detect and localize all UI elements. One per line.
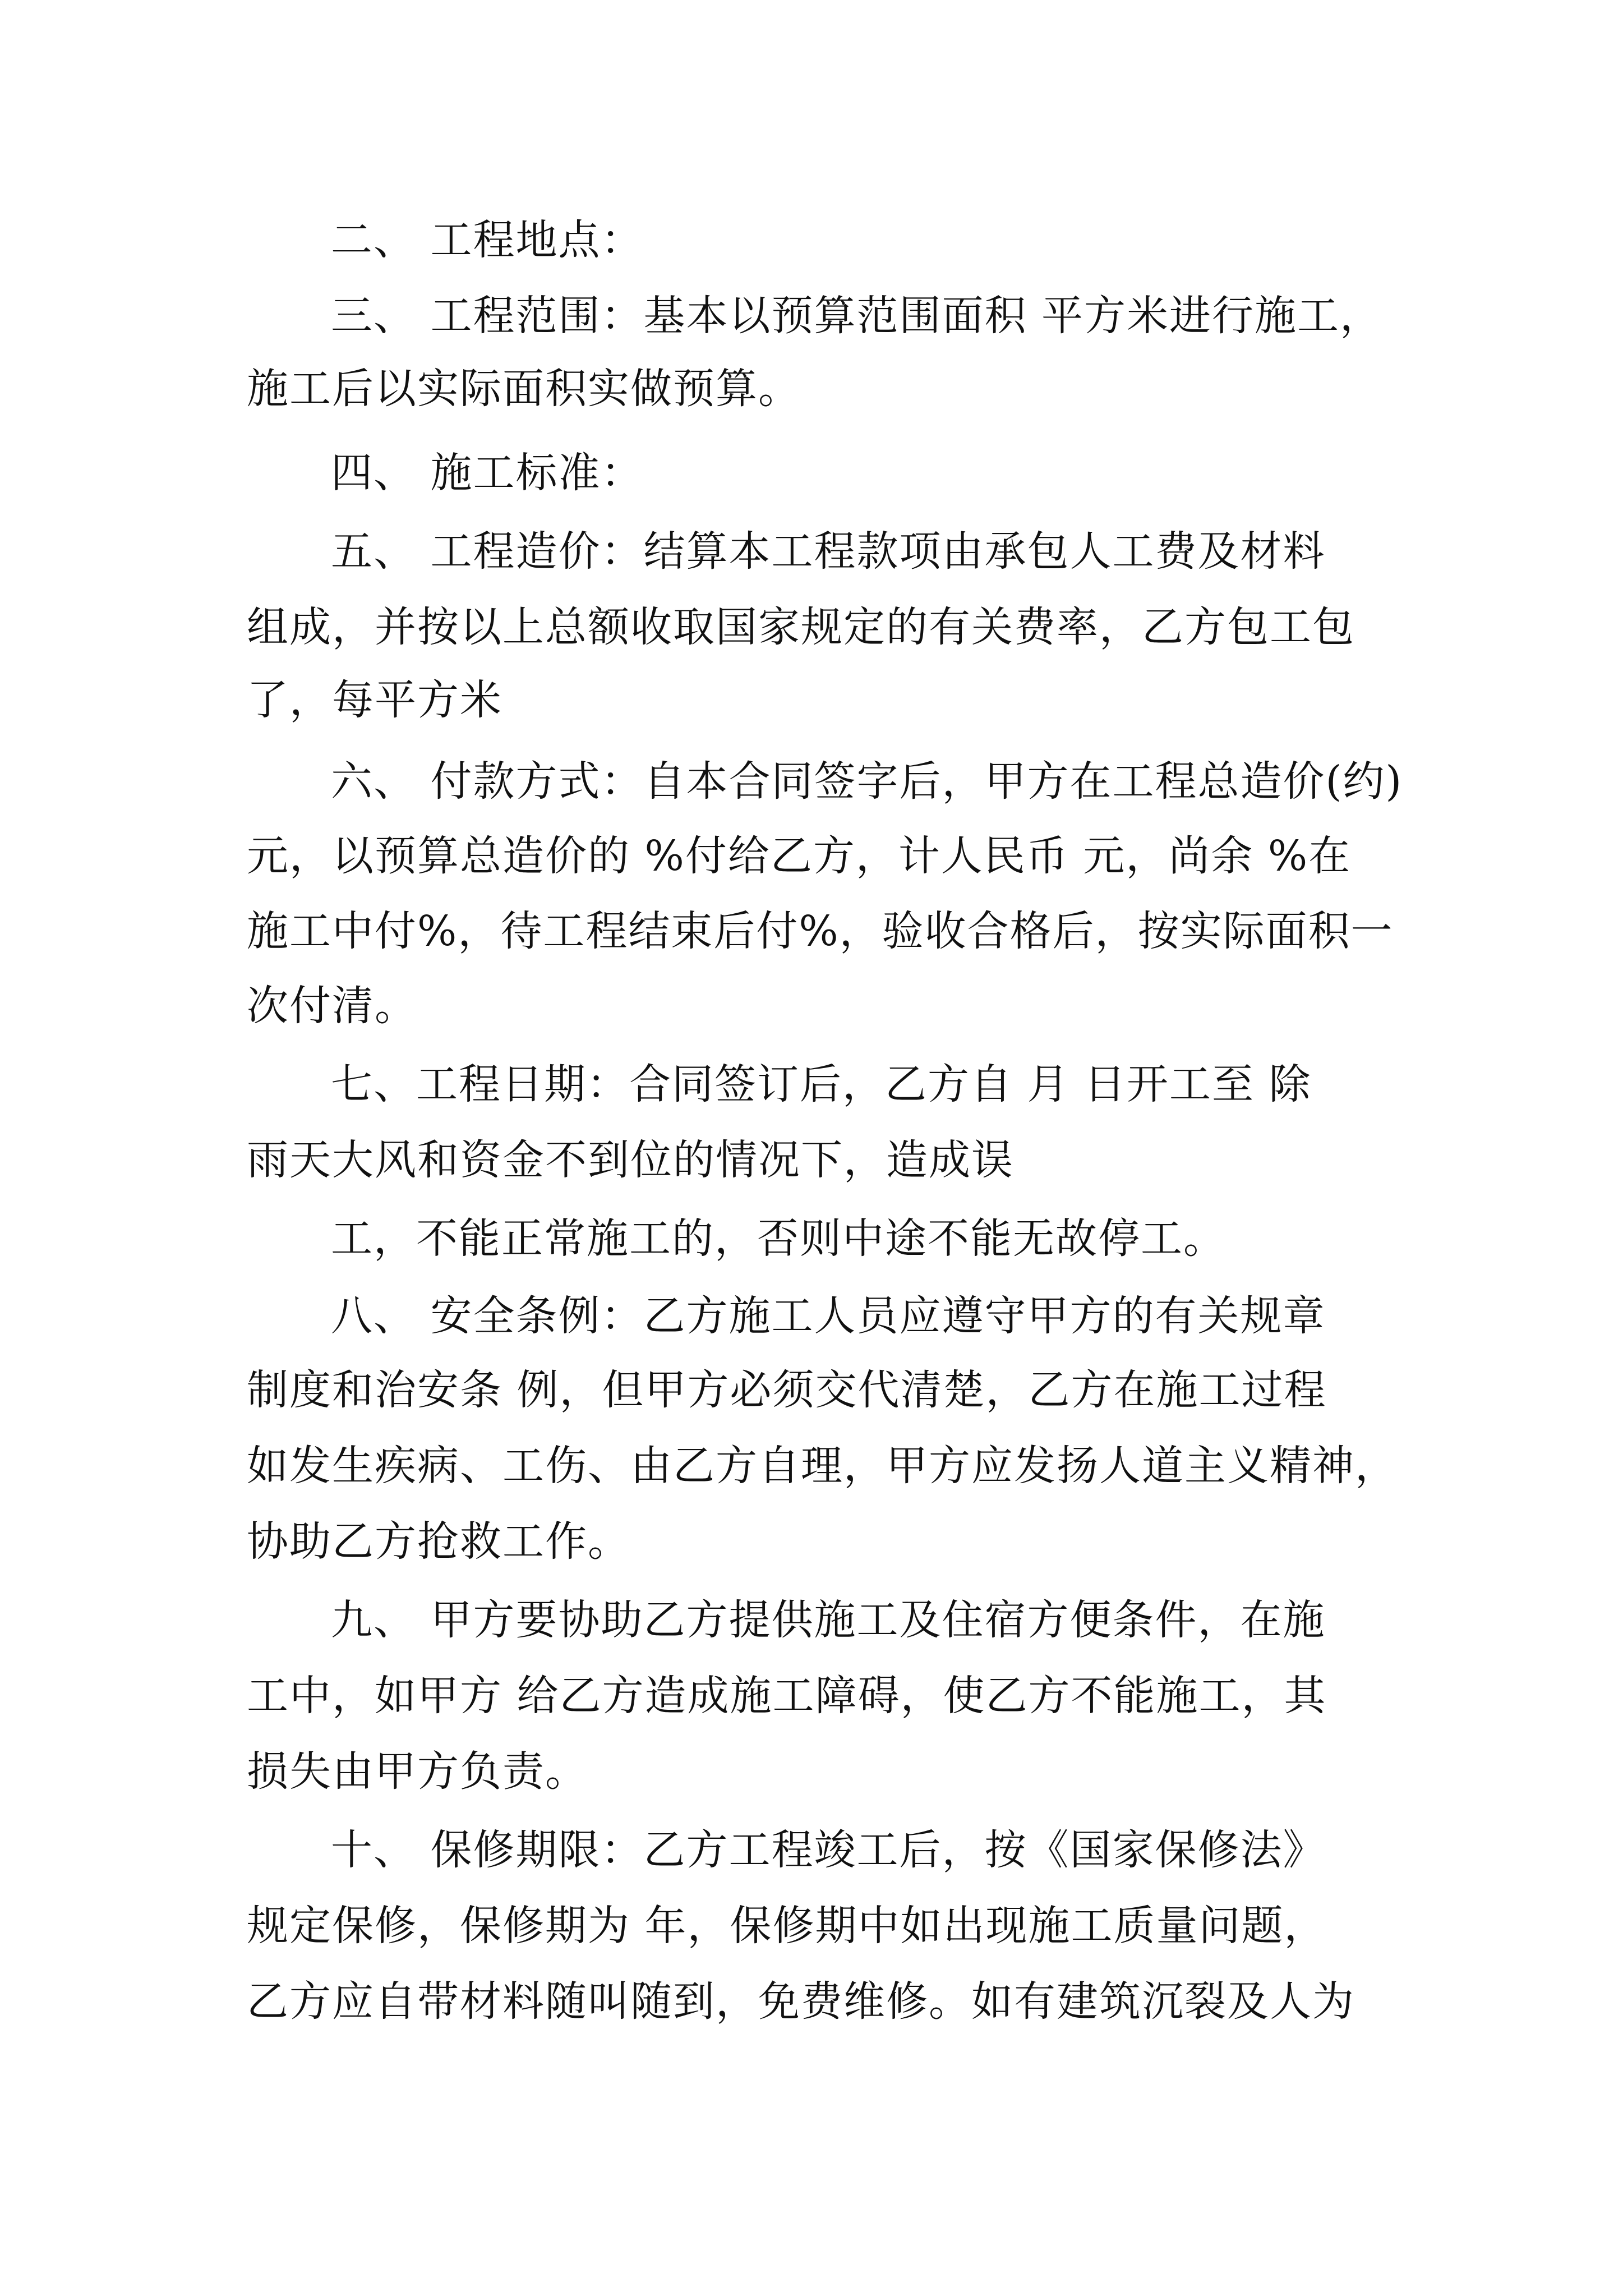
text-line: 工，不能正常施工的，否则中途不能无故停工。 (331, 1214, 1226, 1263)
text-line: 十、 保修期限：乙方工程竣工后，按《国家保修法》 (331, 1826, 1326, 1874)
text-line: 如发生疾病、工伤、由乙方自理，甲方应发扬人道主义精神， (247, 1442, 1398, 1490)
text-line: 五、 工程造价：结算本工程款项由承包人工费及材料 (331, 527, 1326, 576)
text-line: 协助乙方抢救工作。 (247, 1517, 630, 1566)
text-line: 四、 施工标准： (331, 449, 644, 497)
text-line: 制度和治安条 例，但甲方必须交代清楚，乙方在施工过程 (247, 1366, 1327, 1414)
text-line: 乙方应自带材料随叫随到，免费维修。如有建筑沉裂及人为 (247, 1977, 1355, 2026)
text-line: 雨天大风和资金不到位的情况下，造成误 (247, 1136, 1014, 1184)
text-line: 七、工程日期：合同签订后，乙方自 月 日开工至 除 (331, 1060, 1312, 1108)
text-line: 规定保修，保修期为 年，保修期中如出现施工质量问题， (247, 1902, 1327, 1950)
text-line: 工中，如甲方 给乙方造成施工障碍，使乙方不能施工，其 (247, 1672, 1327, 1720)
text-line: 八、 安全条例：乙方施工人员应遵守甲方的有关规章 (331, 1292, 1326, 1340)
text-line: 元，以预算总造价的 %付给乙方，计人民币 元，尚余 %在 (247, 832, 1352, 880)
text-line: 了，每平方米 (247, 676, 502, 724)
text-line: 施工中付%，待工程结束后付%，验收合格后，按实际面积一 (247, 907, 1394, 955)
text-line: 施工后以实际面积实做预算。 (247, 365, 801, 413)
text-line: 损失由甲方负责。 (247, 1747, 588, 1796)
text-line: 六、 付款方式：自本合同签字后，甲方在工程总造价(约) (331, 757, 1403, 806)
text-line: 二、 工程地点： (331, 216, 644, 264)
text-line: 三、 工程范围：基本以预算范围面积 平方米进行施工， (331, 292, 1383, 340)
text-line: 组成，并按以上总额收取国家规定的有关费率，乙方包工包 (247, 603, 1355, 651)
text-line: 次付清。 (247, 982, 417, 1030)
text-line: 九、 甲方要协助乙方提供施工及住宿方便条件，在施 (331, 1596, 1326, 1644)
